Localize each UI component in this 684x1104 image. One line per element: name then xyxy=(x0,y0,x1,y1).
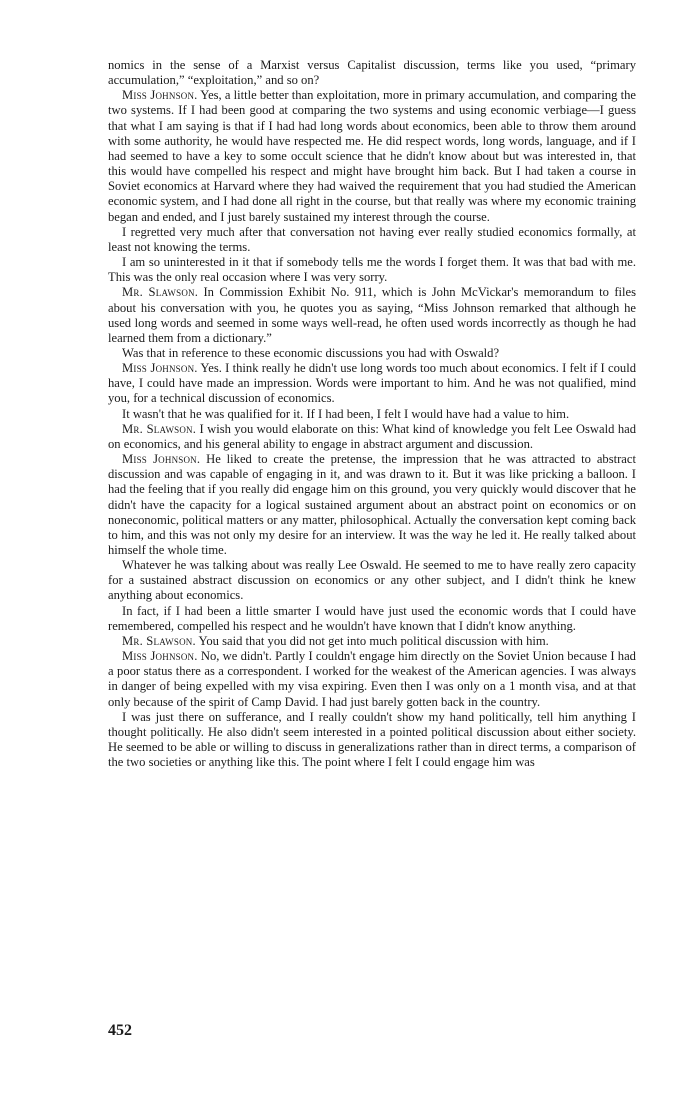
speaker-name: Mr. Slawson. xyxy=(122,421,197,436)
speaker-name: Miss Johnson. xyxy=(122,361,198,376)
speaker-name: Miss Johnson. xyxy=(122,649,198,664)
transcript-body xyxy=(108,58,636,770)
paragraph xyxy=(108,710,636,771)
page-number: 452 xyxy=(108,1022,132,1039)
paragraph-text: In Commission Exhibit No. 911, which is John McVickar's memorandum to files about his conversation with you, he quotes you as saying, “Miss Johnson remarked that although he used long words and seemed in some ways well-read, he often used words incorrectly as though he had learned them from a dictionary.” xyxy=(108,285,637,345)
paragraph-text: It wasn't that he was qualified for it. If I had been, I felt I would have had a value to him. xyxy=(122,406,570,421)
paragraph xyxy=(108,225,636,255)
paragraph-text: Yes. I think really he didn't use long words too much about economics. I felt if I could have, I could have made an impression. Words were important to him. And he was not qualified, mind you, for a technical discussion of economics. xyxy=(108,361,636,406)
paragraph xyxy=(108,452,636,558)
paragraph xyxy=(108,634,636,649)
paragraph-text: Whatever he was talking about was really Lee Oswald. He seemed to me to have really zero capacity for a sustained abstract discussion on economics or any other subject, and I didn't think he knew anything about economics. xyxy=(108,558,636,603)
speaker-name: Mr. Slawson. xyxy=(122,285,199,300)
paragraph-text: He liked to create the pretense, the impression that he was attracted to abstract discussion and was capable of engaging in it, and was drawn to it. But it was like pricking a balloon. I had the feeling that if you really did engage him on this ground, you very quickly would discover that he didn't have the capacity for a logical sustained argument about an abstract point on economics or on noneconomic, political matters or any matter, philosophical. Actually the conversation kept coming back to him, and this was not only my desire for an interview. It was the way he led it. He really talked about himself the whole time. xyxy=(108,452,636,557)
speaker-name: Miss Johnson. xyxy=(122,452,201,467)
paragraph xyxy=(108,422,636,452)
paragraph xyxy=(108,361,636,406)
paragraph xyxy=(108,285,636,346)
paragraph-text: In fact, if I had been a little smarter I would have just used the economic words that I could have remembered, compelled his respect and he wouldn't have known that I didn't know anything. xyxy=(108,603,636,633)
paragraph xyxy=(108,58,636,88)
paragraph-text: Yes, a little better than exploitation, more in primary accumulation, and comparing the two systems. If I had been good at comparing the two systems and using economic verbiage—I guess that what I am saying is that if I had had long words about economics, been able to throw them around with some authority, he would have respected me. He did respect words, long words, language, and if I had seemed to have a key to some occult science that he didn't know about but was interested in, that this would have compelled his respect and might have brought him back. But I had taken a course in Soviet economics at Harvard where they had waived the requirement that you had studied the American economic system, and I had done all right in the course, but that really was where my economic training began and ended, and I just barely sustained my interest through the course. xyxy=(108,88,636,224)
paragraph-text: nomics in the sense of a Marxist versus Capitalist discussion, terms like you used, “primary accumulation,” “exploitation,” and so on? xyxy=(108,58,636,88)
paragraph xyxy=(108,407,636,422)
paragraph-text: I regretted very much after that conversation not having ever really studied economics formally, at least not knowing the terms. xyxy=(108,224,636,254)
paragraph xyxy=(108,255,636,285)
paragraph xyxy=(108,649,636,710)
paragraph xyxy=(108,604,636,634)
speaker-name: Miss Johnson. xyxy=(122,88,198,103)
paragraph-text: I was just there on sufferance, and I really couldn't show my hand politically, tell him anything I thought politically. He also didn't seem interested in a pointed political discussion about either society. He seemed to be able or willing to discuss in generalizations rather than in direct terms, a comparison of the two societies or anything like this. The point where I felt I could engage him was xyxy=(108,709,636,770)
paragraph-text: You said that you did not get into much political discussion with him. xyxy=(198,633,549,648)
paragraph xyxy=(108,346,636,361)
paragraph xyxy=(108,558,636,603)
paragraph-text: I am so uninterested in it that if somebody tells me the words I forget them. It was that bad with me. This was the only real occasion where I was very sorry. xyxy=(108,255,636,285)
speaker-name: Mr. Slawson. xyxy=(122,633,196,648)
paragraph-text: I wish you would elaborate on this: What kind of knowledge you felt Lee Oswald had on economics, and his general ability to engage in abstract argument and discussion. xyxy=(108,421,637,451)
paragraph xyxy=(108,88,636,224)
paragraph-text: Was that in reference to these economic discussions you had with Oswald? xyxy=(122,345,500,360)
paragraph-text: No, we didn't. Partly I couldn't engage him directly on the Soviet Union because I had a poor status there as a correspondent. I worked for the weakest of the American agencies. I was always in danger of being expelled with my visa expiring. Even then I was only on a 1 month visa, and at that only because of the spirit of Camp David. I had just barely gotten back in the country. xyxy=(108,649,636,709)
